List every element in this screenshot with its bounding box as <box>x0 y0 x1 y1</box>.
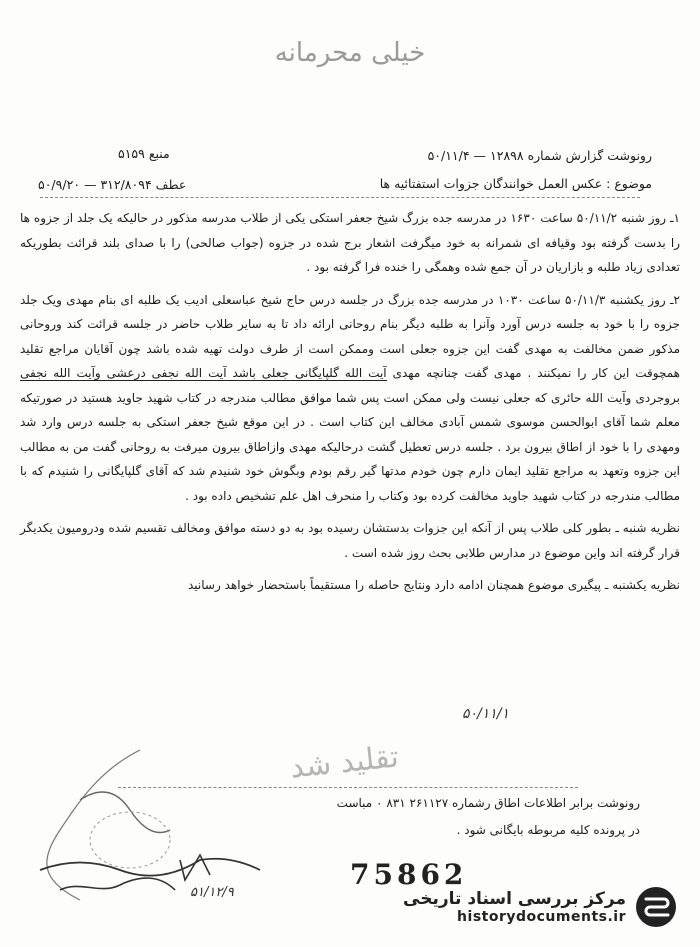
paragraph-2 <box>20 288 680 509</box>
archive-number: 75862 <box>350 858 468 891</box>
subject-line: موضوع : عکس العمل خوانندگان جزوات استفتائیه ها <box>379 176 652 191</box>
paragraph-1: ۱ـ روز شنبه ۵۰/۱۱/۲ ساعت ۱۶۳۰ در مدرسه جده بزرگ شیخ جعفر استکی یکی از طلاب مدرسه مذکور در حالیکه یک جلد از جزوه ها را بدست گرفته بود وقیافه ای شمرانه به خود میگرفت اشعار برج شده در جزوه (جواب صالحی) را با صدای بلند قرائت بطوریکه تعدادی زیاد طلبه و بازاریان در آن جمع شده وهمگی را خنده فرا گرفته بود . <box>20 211 680 274</box>
handwritten-date: ۵۰/۱۱/۱ <box>462 706 510 722</box>
paragraph-3: نظریه شنبه ـ بطور کلی طلاب پس از آنکه این جزوات بدستشان رسیده بود به دو دسته موافق ومخالف تقسیم شده ودرومیون یکدیگر قرار گرفته اند واین موضوع در مدارس طلابی بحث روز شده است . <box>20 521 680 560</box>
source-label: منبع ۵۱۵۹ <box>118 146 170 161</box>
paragraph-4: نظریه یکشنبه ـ پیگیری موضوع همچنان ادامه دارد ونتایج حاصله را مستقیماً باستحضار خواهد رسانید <box>188 578 680 592</box>
paragraph-2-underlined: آیت الله گلپایگانی جعلی باشد آیت الله نجفی درعشی وآیت الله نجفی <box>20 366 387 380</box>
footer-archive-line: در پرونده کلیه مربوطه بایگانی شود . <box>456 823 640 837</box>
report-body <box>20 206 680 606</box>
logo-domain: historydocuments.ir <box>457 909 626 925</box>
footer-copy-line: رونوشت برابر اطلاعات اطاق رشماره ۲۶۱۱۲۷ ۸۳۱ ۰ مباست <box>336 796 640 810</box>
classification-stamp: خیلی محرمانه <box>274 38 426 68</box>
logo-text <box>403 889 626 925</box>
header-divider <box>40 197 640 198</box>
signature-date: ۵۱/۱۲/۹ <box>190 885 234 900</box>
logo-name: مرکز بررسی اسناد تاریخی <box>403 889 626 909</box>
paragraph-2-part-1: ۲ـ روز یکشنبه ۵۰/۱۱/۳ ساعت ۱۰۳۰ در مدرسه جده بزرگ در جلسه درس حاج شیخ عباسعلی ادیب یک طلبه ای بنام مهدی ویک جلد جزوه را با خود به جلسه درس آورد وآنرا به طلبه دیگر بنام روحانی ارائه داد تا به سایر طلاب حاضر در جلسه قرائت کند وروحانی مذکور ضمن مخالفت به مهدی گفت این جزوه جعلی است وممکن است از طرف دولت تهیه شده باشد چون آقایان مراجع تقلید همچوقت این کار را نمیکنند . مهدی گفت چنانچه مهدی <box>20 292 680 380</box>
scroll-emblem-icon <box>634 885 678 929</box>
faded-stamp: تقلید شد <box>288 739 401 786</box>
reference-line: عطف ۳۱۲/۸۰۹۴ — ۵۰/۹/۲۰ <box>38 177 187 192</box>
paragraph-2-part-2: بروجردی وآیت الله حائری که جعلی نیست ولی ممکن است پس شما موافق مطالب مندرجه در کتاب شهید جاوید هستید در صورتیکه معلم شما آقای ابوالحسن موسوی شمس آبادی مخالف این کتاب است . در این موقع شیخ جعفر استکی به جلسه درس وارد شد ومهدی را با خود از اطاق بیرون برد . جلسه درس تعطیل گشت درحالیکه مهدی وازاطاق بیرون میرفت به روحانی گفت من به مطالب این جزوه وتعهد به مراجع تقلید ایمان دارم چون خودم مدتها گیر رقم بودم وبگوش خود شنیدم شد که آقای گلپایگانی را شنیدم که با مطالب مندرجه در کتاب شهید جاوید مخالفت کرده بود وکتاب را منحرف اهل علم تشخیص داده بود . <box>20 390 680 503</box>
handwritten-signature <box>20 740 280 920</box>
report-number-line: رونوشت گزارش شماره ۱۲۸۹۸ — ۵۰/۱۱/۴ <box>427 148 652 163</box>
archive-logo <box>378 881 678 933</box>
